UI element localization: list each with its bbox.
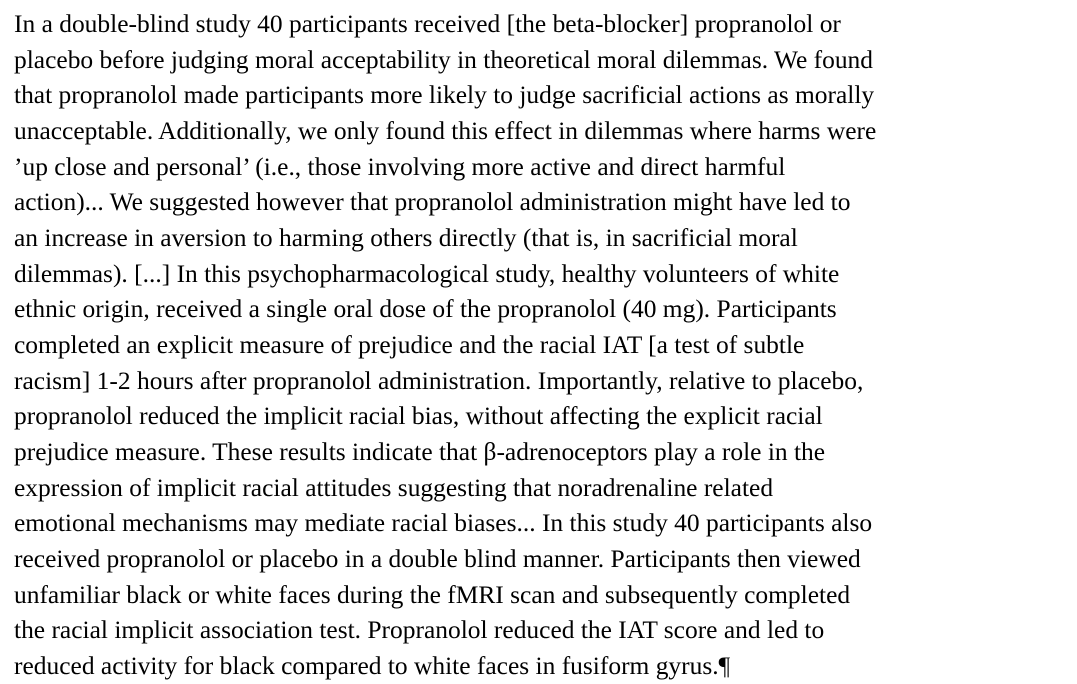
text-line-8: dilemmas). [...] In this psychopharmacological study, healthy volunteers of white: [14, 258, 840, 288]
text-line-19: reduced activity for black compared to white faces in fusiform gyrus.¶: [14, 650, 731, 680]
text-line-10: completed an explicit measure of prejudice and the racial IAT [a test of subtle: [14, 329, 805, 359]
text-line-17: unfamiliar black or white faces during the fMRI scan and subsequently completed: [14, 579, 851, 609]
text-line-3: that propranolol made participants more likely to judge sacrificial actions as morally: [14, 80, 875, 110]
text-line-18: the racial implicit association test. Propranolol reduced the IAT score and led to: [14, 615, 825, 645]
text-line-12: propranolol reduced the implicit racial bias, without affecting the explicit racial: [14, 401, 823, 431]
text-line-15: emotional mechanisms may mediate racial biases... In this study 40 participants also: [14, 508, 873, 538]
text-line-7: an increase in aversion to harming others directly (that is, in sacrificial moral: [14, 222, 798, 252]
text-line-6: action)... We suggested however that propranolol administration might have led to: [14, 187, 851, 217]
text-line-1: In a double-blind study 40 participants received [the beta-blocker] propranolol or: [14, 9, 841, 38]
text-line-9: ethnic origin, received a single oral dose of the propranolol (40 mg). Participants: [14, 294, 837, 324]
text-line-11: racism] 1-2 hours after propranolol administration. Importantly, relative to placebo,: [14, 365, 864, 395]
text-line-5: ’up close and personal’ (i.e., those involving more active and direct harmful: [14, 151, 786, 181]
text-line-4: unacceptable. Additionally, we only found this effect in dilemmas where harms were: [14, 115, 877, 145]
text-line-14: expression of implicit racial attitudes suggesting that noradrenaline related: [14, 472, 774, 502]
paragraph: [14, 6, 1074, 683]
text-line-2: placebo before judging moral acceptability in theoretical moral dilemmas. We found: [14, 44, 874, 74]
text-line-13: prejudice measure. These results indicate that β-adrenoceptors play a role in the: [14, 436, 826, 466]
text-line-16: received propranolol or placebo in a double blind manner. Participants then viewed: [14, 543, 861, 573]
